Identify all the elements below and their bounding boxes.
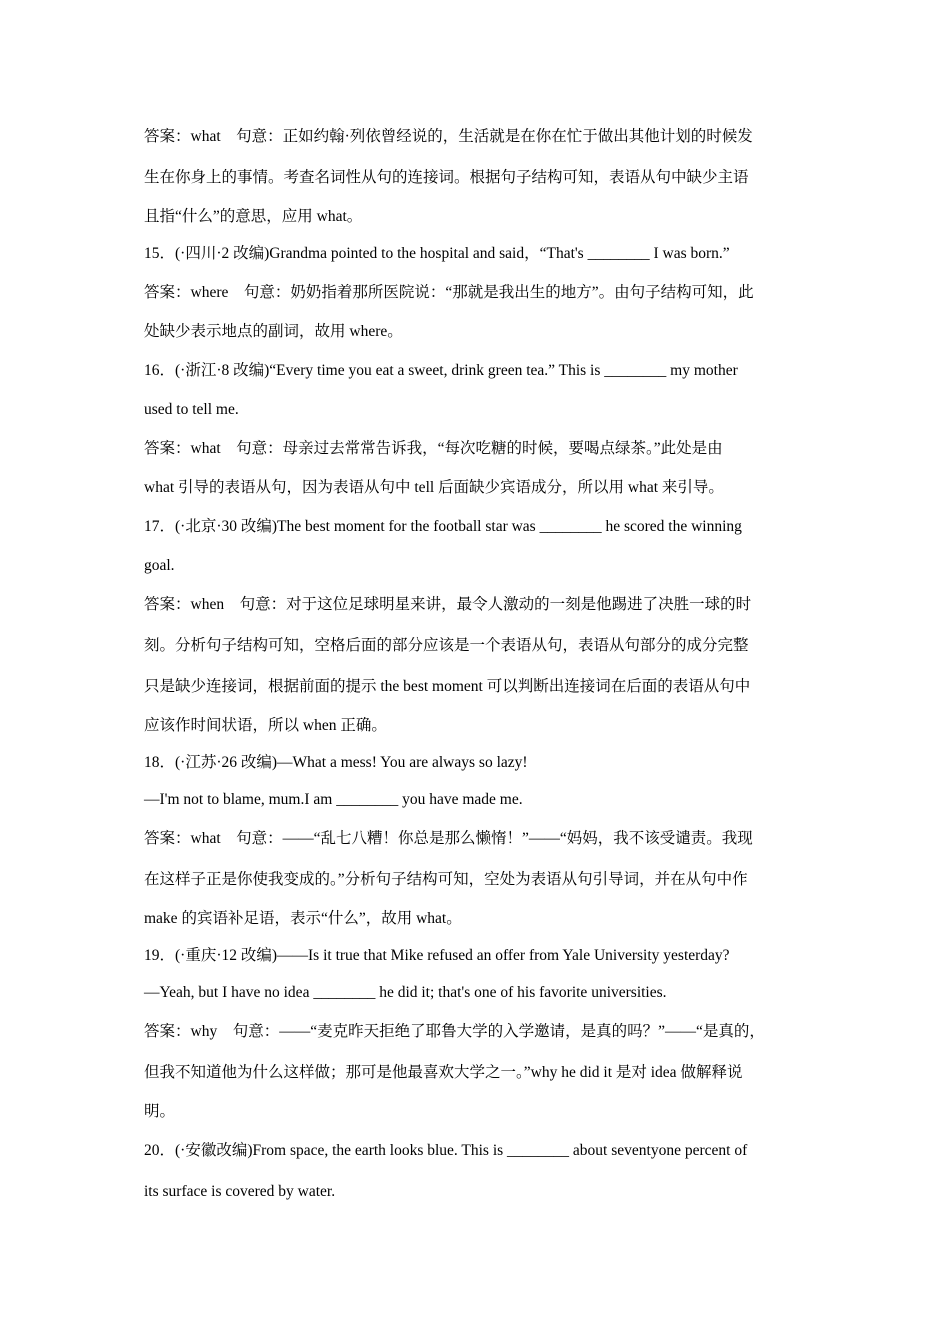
answer-17-line-1: 答案：when 句意：对于这位足球明星来讲，最令人激动的一刻是他踢进了决胜一球的时 (144, 596, 752, 613)
answer-14-line-1: 答案：what 句意：正如约翰·列依曾经说的，生活就是在你在忙于做出其他计划的时候发 (144, 128, 753, 145)
answer-17-line-2: 刻。分析句子结构可知，空格后面的部分应该是一个表语从句，表语从句部分的成分完整 (144, 637, 749, 654)
question-17-line-1: 17．(·北京·30 改编)The best moment for the football star was ________ he scored the winning (144, 518, 742, 535)
answer-17-line-3: 只是缺少连接词，根据前面的提示 the best moment 可以判断出连接词在后面的表语从句中 (144, 678, 751, 695)
answer-14-line-2: 生在你身上的事情。考查名词性从句的连接词。根据句子结构可知，表语从句中缺少主语 (144, 169, 749, 186)
document-page (144, 116, 816, 1212)
question-15: 15．(·四川·2 改编)Grandma pointed to the hospital and said，“That's ________ I was born.” (144, 245, 730, 262)
answer-16-line-1: 答案：what 句意：母亲过去常常告诉我，“每次吃糖的时候，要喝点绿茶。”此处是由 (144, 440, 723, 457)
question-20-line-1: 20．(·安徽改编)From space, the earth looks blue. This is ________ about seventyone percent of (144, 1142, 748, 1159)
question-19-line-1: 19．(·重庆·12 改编)——Is it true that Mike refused an offer from Yale University yesterday? (144, 947, 730, 964)
question-17-line-2: goal. (144, 557, 175, 574)
question-18-line-1: 18．(·江苏·26 改编)—What a mess! You are always so lazy! (144, 754, 528, 771)
answer-19-line-3: 明。 (144, 1103, 176, 1120)
answer-18-line-3: make 的宾语补足语，表示“什么”，故用 what。 (144, 910, 462, 927)
question-19-line-2: —Yeah, but I have no idea ________ he did it; that's one of his favorite universities. (144, 984, 667, 1001)
answer-15-line-1: 答案：where 句意：奶奶指着那所医院说：“那就是我出生的地方”。由句子结构可知，此 (144, 284, 754, 301)
answer-15-line-2: 处缺少表示地点的副词，故用 where。 (144, 323, 403, 340)
question-18-line-2: —I'm not to blame, mum.I am ________ you have made me. (144, 791, 523, 808)
answer-18-line-1: 答案：what 句意：——“乱七八糟！你总是那么懒惰！”——“妈妈，我不该受谴责。我现 (144, 830, 753, 847)
answer-14-line-3: 且指“什么”的意思，应用 what。 (144, 208, 363, 225)
answer-17-line-4: 应该作时间状语，所以 when 正确。 (144, 717, 387, 734)
question-20-line-2: its surface is covered by water. (144, 1183, 336, 1200)
answer-18-line-2: 在这样子正是你使我变成的。”分析句子结构可知，空处为表语从句引导词，并在从句中作 (144, 871, 748, 888)
answer-19-line-1: 答案：why 句意：——“麦克昨天拒绝了耶鲁大学的入学邀请，是真的吗？”——“是真的， (144, 1023, 765, 1040)
question-16-line-2: used to tell me. (144, 401, 239, 418)
answer-19-line-2: 但我不知道他为什么这样做；那可是他最喜欢大学之一。”why he did it 是对 idea 做解释说 (144, 1064, 743, 1081)
answer-16-line-2: what 引导的表语从句，因为表语从句中 tell 后面缺少宾语成分，所以用 what 来引导。 (144, 479, 724, 496)
question-16-line-1: 16．(·浙江·8 改编)“Every time you eat a sweet, drink green tea.” This is ________ my mother (144, 362, 738, 379)
